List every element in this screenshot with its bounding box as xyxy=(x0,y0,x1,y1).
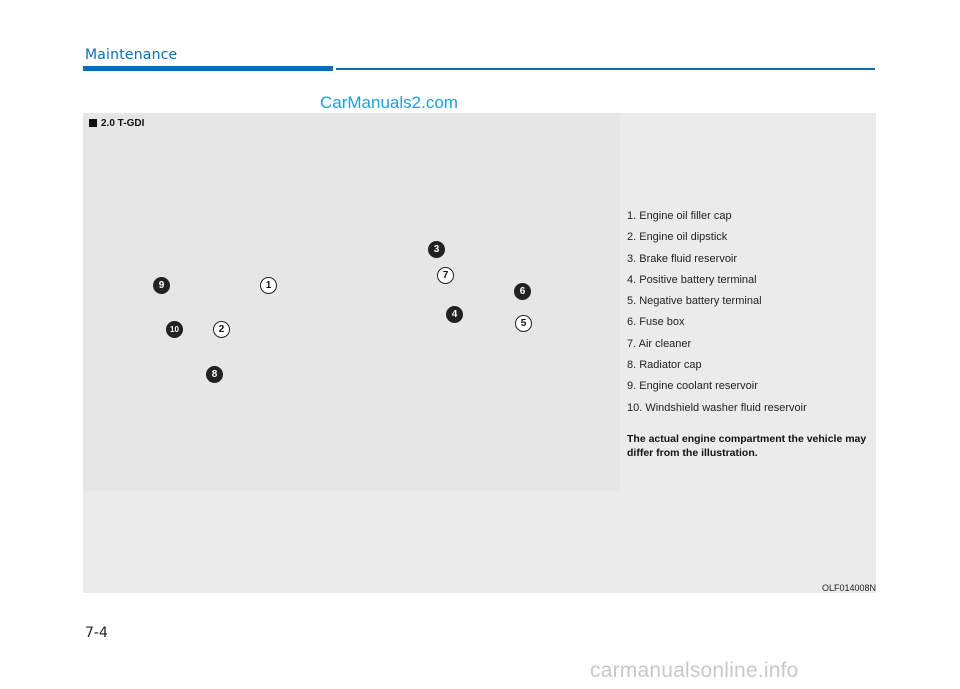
legend-item: 9. Engine coolant reservoir xyxy=(627,380,758,393)
callout-5: 5 xyxy=(515,315,532,332)
legend-item: 7. Air cleaner xyxy=(627,337,692,350)
legend-item: 4. Positive battery terminal xyxy=(627,273,757,286)
callout-7: 7 xyxy=(437,267,454,284)
engine-figure xyxy=(83,113,876,593)
header-rule-thin xyxy=(336,68,875,70)
legend-item: 6. Fuse box xyxy=(627,316,685,329)
watermark-link-top[interactable]: CarManuals2.com xyxy=(320,93,458,112)
legend-item: 1. Engine oil filler cap xyxy=(627,210,732,222)
figure-note: The actual engine compartment the vehicle may differ from the illustration. xyxy=(627,433,867,459)
callout-3: 3 xyxy=(428,241,445,258)
legend-item: 8. Radiator cap xyxy=(627,359,702,372)
callout-10: 10 xyxy=(166,321,183,338)
legend-item: 5. Negative battery terminal xyxy=(627,295,762,308)
page-number: 7-4 xyxy=(85,625,108,641)
bullet-square-icon xyxy=(89,119,97,127)
callout-6: 6 xyxy=(514,283,531,300)
watermark-link-bottom[interactable]: carmanualsonline.info xyxy=(590,659,799,682)
callout-9: 9 xyxy=(153,277,170,294)
header-rule-thick xyxy=(83,66,333,71)
legend-item: 10. Windshield washer fluid reservoir xyxy=(627,401,807,414)
callout-2: 2 xyxy=(213,321,230,338)
callout-4: 4 xyxy=(446,306,463,323)
variant-label xyxy=(89,118,144,129)
variant-label-text: 2.0 T-GDI xyxy=(101,118,145,129)
legend-item: 3. Brake fluid reservoir xyxy=(627,252,738,265)
component-legend xyxy=(627,209,877,422)
callout-1: 1 xyxy=(260,277,277,294)
section-title: Maintenance xyxy=(85,47,178,63)
figure-code: OLF014008N xyxy=(821,583,876,593)
engine-illustration-area xyxy=(83,113,620,491)
legend-item: 2. Engine oil dipstick xyxy=(627,231,728,244)
callout-8: 8 xyxy=(206,366,223,383)
